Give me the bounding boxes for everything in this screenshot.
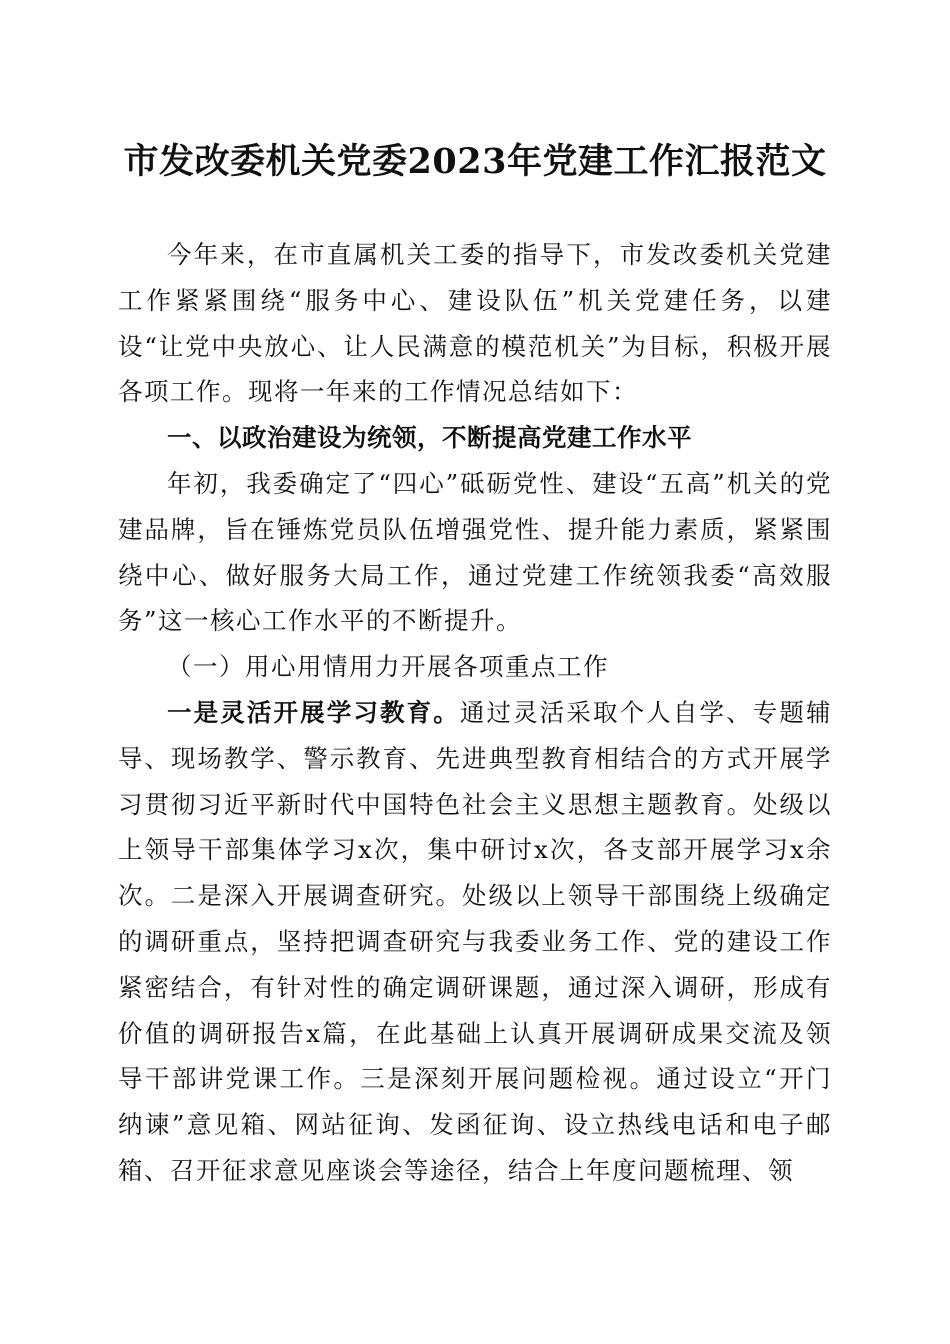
section-heading: 一、以政治建设为统领，不断提高党建工作水平 <box>167 423 692 453</box>
paragraph-text: 通过灵活采取个人自学、专题辅导、现场教学、警示教育、先进典型教育相结合的方式开展学习贯彻习近平新时代中国特色社会主义思想主题教育。处级以上领导干部集体学习x次，集中研讨x次，各支部开展学习x余次。二是深入开展调查研究。处级以上领导干部围绕上级确定的调研重点，坚持把调查研究与我委业务工作、党的建设工作紧密结合，有针对性的确定调研课题，通过深入调研，形成有价值的调研报告x篇，在此基础上认真开展调研成果交流及领导干部讲党课工作。三是深刻开展问题检视。通过设立“开门纳谏”意见箱、网站征询、发函征询、设立热线电话和电子邮箱、召开征求意见座谈会等途径，结合上年度问题梳理、领 <box>118 697 832 1185</box>
paragraph-lead: 一是灵活开展学习教育。 <box>167 697 460 727</box>
intro-paragraph: 今年来，在市直属机关工委的指导下，市发改委机关党建工作紧紧围绕“服务中心、建设队伍”机关党建任务，以建设“让党中央放心、让人民满意的模范机关”为目标，积极开展各项工作。现将一年来的工作情况总结如下： <box>118 240 832 407</box>
document-body <box>118 232 832 1194</box>
section-paragraph: 年初，我委确定了“四心”砥砺党性、建设“五高”机关的党建品牌，旨在锤炼党员队伍增强党性、提升能力素质，紧紧围绕中心、做好服务大局工作，通过党建工作统领我委“高效服务”这一核心工作水平的不断提升。 <box>118 468 832 636</box>
subsection-heading: （一）用心用情用力开展各项重点工作 <box>167 652 609 682</box>
body-paragraph <box>118 690 832 1194</box>
document-title: 市发改委机关党委2023年党建工作汇报范文 <box>123 141 827 182</box>
